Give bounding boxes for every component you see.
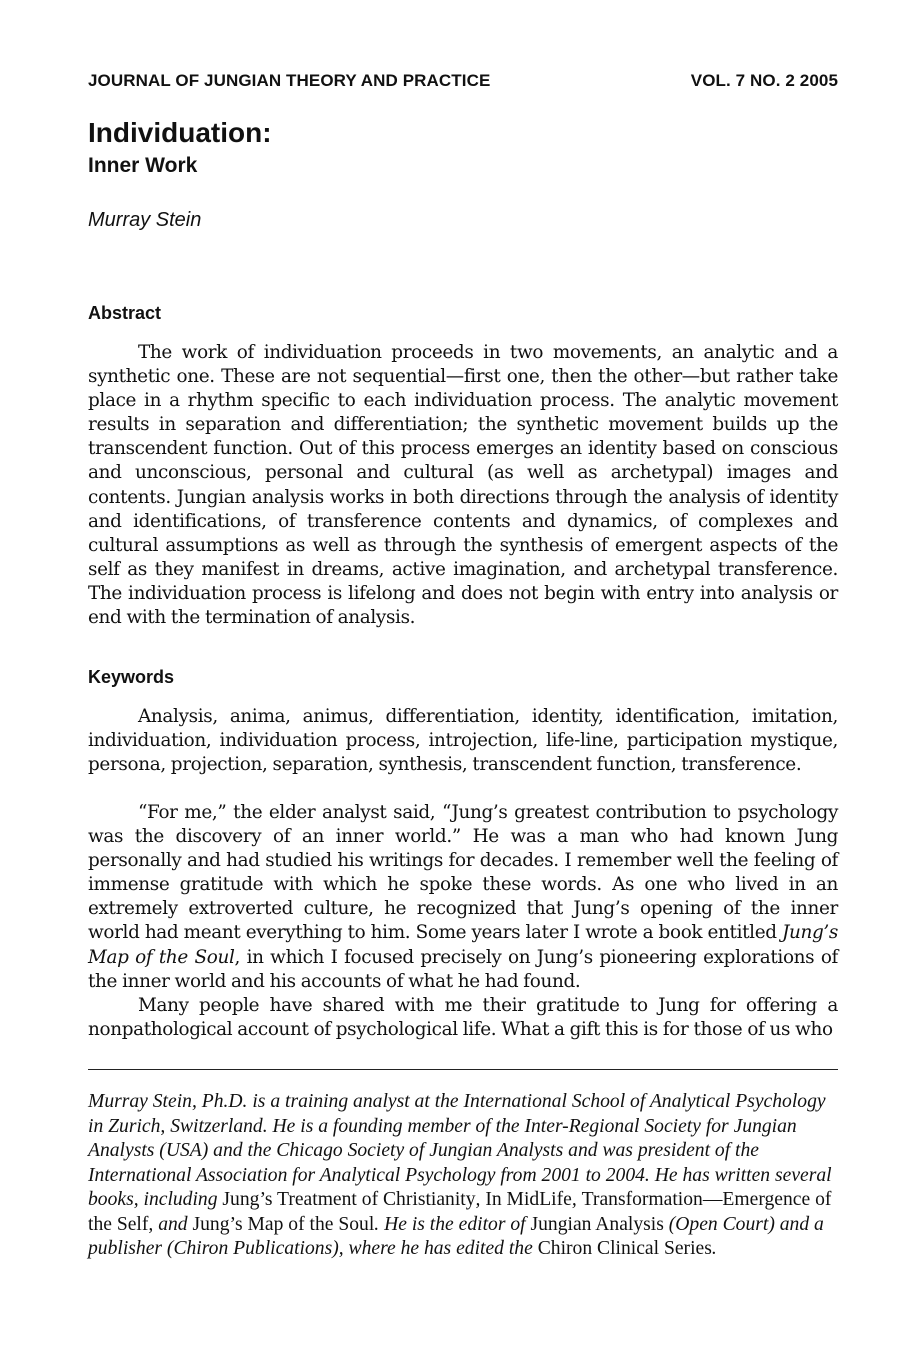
footnote-book: Jung’s Treatment of Christianity [222, 1189, 476, 1210]
abstract-section [88, 341, 838, 630]
footnote-part: . He is the editor of [374, 1213, 531, 1235]
journal-name: JOURNAL OF JUNGIAN THEORY AND PRACTICE [88, 71, 491, 90]
footnote-book: Jungian Analysis [530, 1213, 664, 1235]
article-author: Murray Stein [88, 209, 202, 231]
volume-issue: VOL. 7 NO. 2 2005 [690, 71, 838, 90]
keywords-text: Analysis, anima, animus, differentiation, identity, identification, imitation, individuation, individuation process, introjection, life-line, participation mystique, persona, projection, separation, synthesis, transcendent function, transference. [88, 706, 838, 776]
article-title: Individuation: [88, 117, 272, 148]
body-paragraph-1 [88, 801, 838, 994]
abstract-text: The work of individuation proceeds in two movements, an analytic and a synthetic one. These are not sequential—first one, then the other—but rather take place in a rhythm specific to each individuation process. The analytic movement results in separation and differentiation; the synthetic movement builds up the transcendent function. Out of this process emerges an identity based on conscious and unconscious, personal and cultural (as well as archetypal) images and contents. Jungian analysis works in both directions through the analysis of identity and identifications, of transference contents and dynamics, of complexes and cultural assumptions as well as through the synthesis of emergent aspects of the self as they manifest in dreams, active imagination, and archetypal transference. The individuation process is lifelong and does not begin with entry into analysis or end with the termination of analysis. [88, 342, 838, 629]
keywords-heading: Keywords [88, 667, 175, 687]
footnote-book: Transformation—Emergence of the Self [88, 1189, 832, 1235]
abstract-heading: Abstract [88, 303, 162, 323]
footnote-divider [88, 1069, 838, 1070]
book-title: Jung’s Map of the Soul [88, 922, 838, 968]
footnote-book: In MidLife [485, 1189, 572, 1210]
body-p1-before: “For me,” the elder analyst said, “Jung’s greatest contribution to psychology was the discovery of an inner world.” He was a man who had known Jung personally and had studied his writings for decades. I remember well the feeling of immense gratitude with which he spoke these words. As one who lived in an extremely extroverted culture, he recognized that Jung’s opening of the inner world had meant everything to him. Some years later I wrote a book entitled [88, 802, 838, 944]
keywords-section [88, 705, 838, 777]
body-paragraph-2: Many people have shared with me their gratitude to Jung for offering a nonpathological account of psychological life. What a gift this is for those of us who [88, 994, 838, 1040]
article-subtitle: Inner Work [88, 154, 198, 177]
author-footnote [88, 1090, 838, 1262]
footnote-book: Jung’s Map of the Soul [192, 1213, 375, 1235]
footnote-part: , [475, 1189, 486, 1210]
footnote-part: , [571, 1189, 582, 1210]
footnote-part: Murray Stein, Ph.D. is a training analyst at the International School of Analytical Psychology in Zurich, Switzerland. He is a founding member of the Inter-Regional Society for Jungian Analysts (USA) and the Chicago Society of Jungian Analysts and was president of the International Association for Analytical Psychology from 2001 to 2004. He has written several books, including [88, 1091, 832, 1210]
footnote-part: . [711, 1238, 717, 1259]
body-p1-after: , in which I focused precisely on Jung’s pioneering explorations of the inner world and his accounts of what he had found. [88, 946, 839, 992]
footnote-book: Chiron Clinical Series [537, 1238, 712, 1259]
body-section [88, 801, 838, 1042]
footnote-part: (Open Court) and a publisher (Chiron Publications), where he has edited the [88, 1213, 824, 1259]
footnote-part: , and [148, 1213, 193, 1235]
